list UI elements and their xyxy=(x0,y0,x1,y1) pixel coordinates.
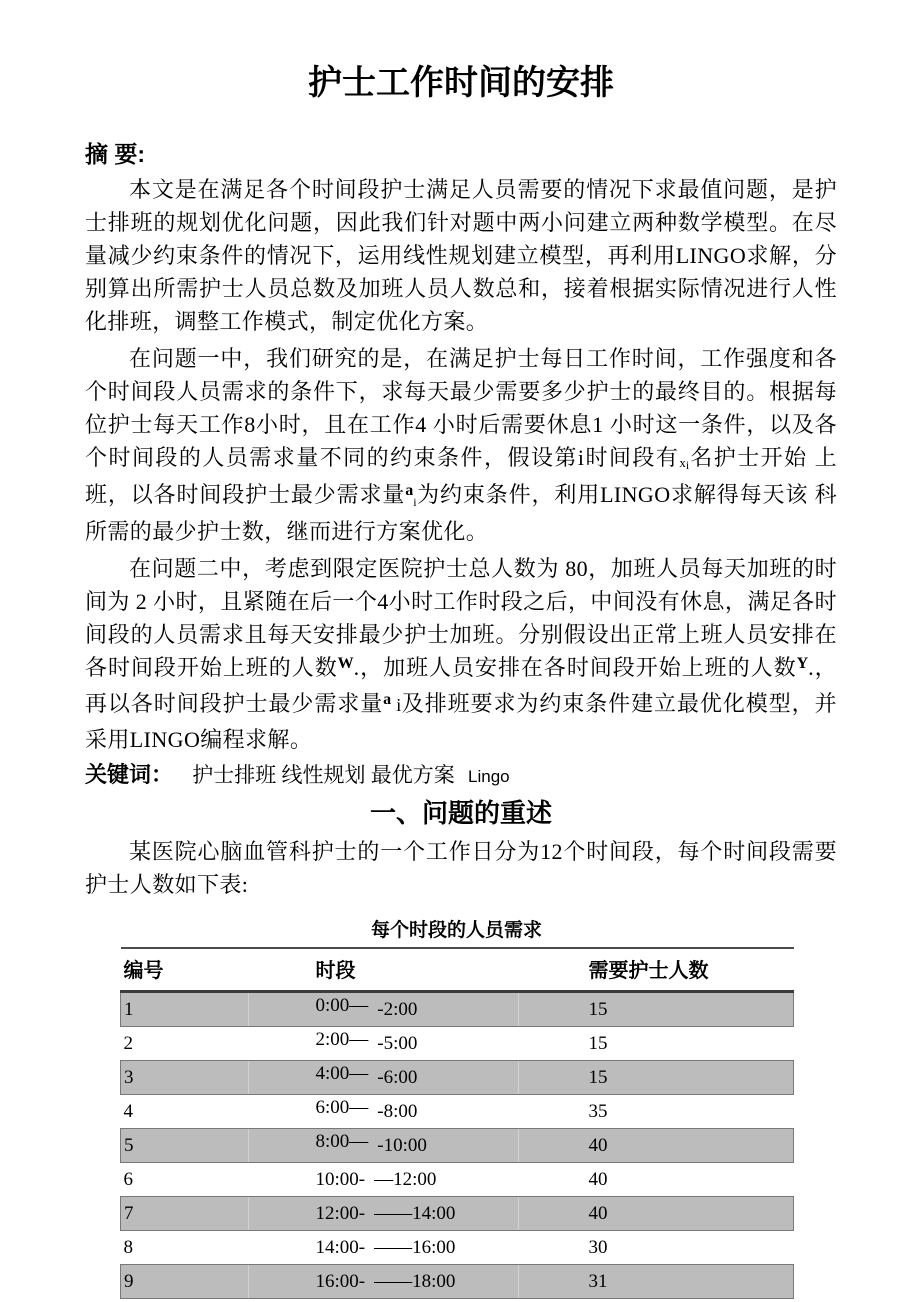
abstract-label: 摘 要: xyxy=(85,141,146,167)
keywords-label: 关键词： xyxy=(85,762,174,787)
period-start: 2:00— xyxy=(315,1028,369,1050)
period-start: 6:00— xyxy=(315,1096,369,1118)
cell-id: 6 xyxy=(123,1168,133,1190)
cell-period xyxy=(248,992,518,1027)
period-end: -6:00 xyxy=(377,1066,418,1088)
period-end: -10:00 xyxy=(377,1134,427,1156)
cell-nurses: 30 xyxy=(588,1236,608,1258)
paragraph xyxy=(85,552,837,756)
cell-id: 4 xyxy=(123,1100,133,1122)
col-header-id: 编号 xyxy=(121,948,248,992)
cell-period xyxy=(248,1265,518,1299)
table-row xyxy=(121,1061,794,1095)
table-row xyxy=(121,1129,794,1163)
period-end: -2:00 xyxy=(377,998,418,1020)
cell-nurses: 35 xyxy=(588,1100,608,1122)
cell-id: 9 xyxy=(121,1265,248,1299)
cell-id: 3 xyxy=(121,1061,248,1095)
period-start: 10:00- xyxy=(315,1168,366,1190)
period-end: ——14:00 xyxy=(374,1202,456,1224)
table-row xyxy=(121,1095,794,1129)
intro-paragraph: 某医院心脑血管科护士的一个工作日分为12个时间段，每个时间段需要护士人数如下表: xyxy=(85,839,837,897)
text-run: 在问题一中，我们研究的是，在满足护士每日工作时间，工作强度和各个时间段人员需求的条件下，求每天最少需要多少护士的最终目的。根据每位护士每天工作8小时，且在工作4 小时后需要休息1 小时这一条件，以及各个时间段的人员需求量不同的约束条件，假设第i时间段有 xyxy=(85,346,837,470)
period-end: ——18:00 xyxy=(374,1270,456,1292)
paragraph xyxy=(85,173,837,338)
col-header-period: 时段 xyxy=(248,948,518,992)
text-run: 为约束条件，利用LINGO求解得每天该 科所需的最少护士数，继而进行方案优化。 xyxy=(85,482,837,544)
cell-nurses: 40 xyxy=(518,1129,794,1163)
cell-nurses: 15 xyxy=(518,992,794,1027)
table-title: 每个时段的人员需求 xyxy=(370,920,542,941)
cell-nurses: 15 xyxy=(518,1061,794,1095)
cell-period xyxy=(248,1231,518,1265)
section-heading: 一、问题的重述 xyxy=(369,798,552,828)
col-header-nurses: 需要护士人数 xyxy=(518,948,794,992)
cell-period xyxy=(248,1095,518,1129)
period-start: 16:00- xyxy=(315,1270,366,1292)
table-row xyxy=(121,1265,794,1299)
cell-id: 2 xyxy=(123,1032,133,1054)
cell-id: 5 xyxy=(121,1129,248,1163)
cell-id: 1 xyxy=(121,992,248,1027)
table-row xyxy=(121,1027,794,1061)
period-start: 8:00— xyxy=(315,1130,369,1152)
math-symbol: x xyxy=(679,455,686,470)
cell-nurses: 40 xyxy=(588,1168,608,1190)
cell-nurses: 40 xyxy=(518,1197,794,1231)
table-header-row xyxy=(121,948,794,992)
period-start: 4:00— xyxy=(315,1062,369,1084)
table-row xyxy=(121,1163,794,1197)
math-symbol: i xyxy=(391,695,402,715)
keywords-latin: Lingo xyxy=(468,767,510,786)
math-symbol: a xyxy=(405,482,414,499)
period-end: ——16:00 xyxy=(374,1236,456,1258)
cell-id: 7 xyxy=(121,1197,248,1231)
text-run: 及排班要求为约束条件建立最优化模型，并采用LINGO编程求解。 xyxy=(85,691,837,752)
math-symbol: Y xyxy=(796,655,809,672)
text-run: .，再以各时间段护士最少需求量 xyxy=(85,655,837,716)
math-symbol: W xyxy=(337,655,354,672)
keywords-line xyxy=(85,758,837,793)
period-start: 0:00— xyxy=(315,994,369,1016)
page-title: 护士工作时间的安排 xyxy=(308,64,614,102)
text-run: 名护士开始 上班，以各时间段护士最少需求量 xyxy=(85,445,837,507)
paragraph xyxy=(85,342,837,548)
table-row xyxy=(121,1231,794,1265)
cell-nurses: 31 xyxy=(518,1265,794,1299)
keywords-text: 护士排班 线性规划 最优方案 xyxy=(192,763,455,787)
period-start: 14:00- xyxy=(315,1236,366,1258)
cell-nurses: 15 xyxy=(588,1032,608,1054)
period-end: —12:00 xyxy=(374,1168,437,1190)
cell-period xyxy=(248,1061,518,1095)
demand-table xyxy=(120,947,794,1299)
math-symbol: i xyxy=(413,495,417,509)
cell-period xyxy=(248,1197,518,1231)
table-row xyxy=(121,1197,794,1231)
cell-period xyxy=(248,1027,518,1061)
text-run: .，加班人员安排在各时间段开始上班的人数 xyxy=(353,655,797,680)
math-symbol: i xyxy=(685,458,690,472)
text-run: 在问题二中，考虑到限定医院护士总人数为 80，加班人员每天加班的时间为 2 小时，且紧随在后一个4小时工作时段之后，中间没有休息，满足各时间段的人员需求且每天安排最少护士加班。分别假设出正常上班人员安排在各时间段开始上班的人数 xyxy=(85,556,837,680)
table-row xyxy=(121,992,794,1027)
text-run: 本文是在满足各个时间段护士满足人员需要的情况下求最值问题，是护士排班的规划优化问题，因此我们针对题中两小问建立两种数学模型。在尽量减少约束条件的情况下，运用线性规划建立模型，再利用LINGO求解，分别算出所需护士人员总数及加班人员人数总和，接着根据实际情况进行人性化排班，调整工作模式，制定优化方案。 xyxy=(85,177,837,334)
cell-period xyxy=(248,1163,518,1197)
cell-period xyxy=(248,1129,518,1163)
math-symbol: a xyxy=(383,691,392,708)
period-end: -8:00 xyxy=(377,1100,418,1122)
period-end: -5:00 xyxy=(377,1032,418,1054)
demand-table-block xyxy=(120,915,793,1299)
period-start: 12:00- xyxy=(315,1202,366,1224)
abstract-paragraphs xyxy=(85,173,837,756)
cell-id: 8 xyxy=(123,1236,133,1258)
